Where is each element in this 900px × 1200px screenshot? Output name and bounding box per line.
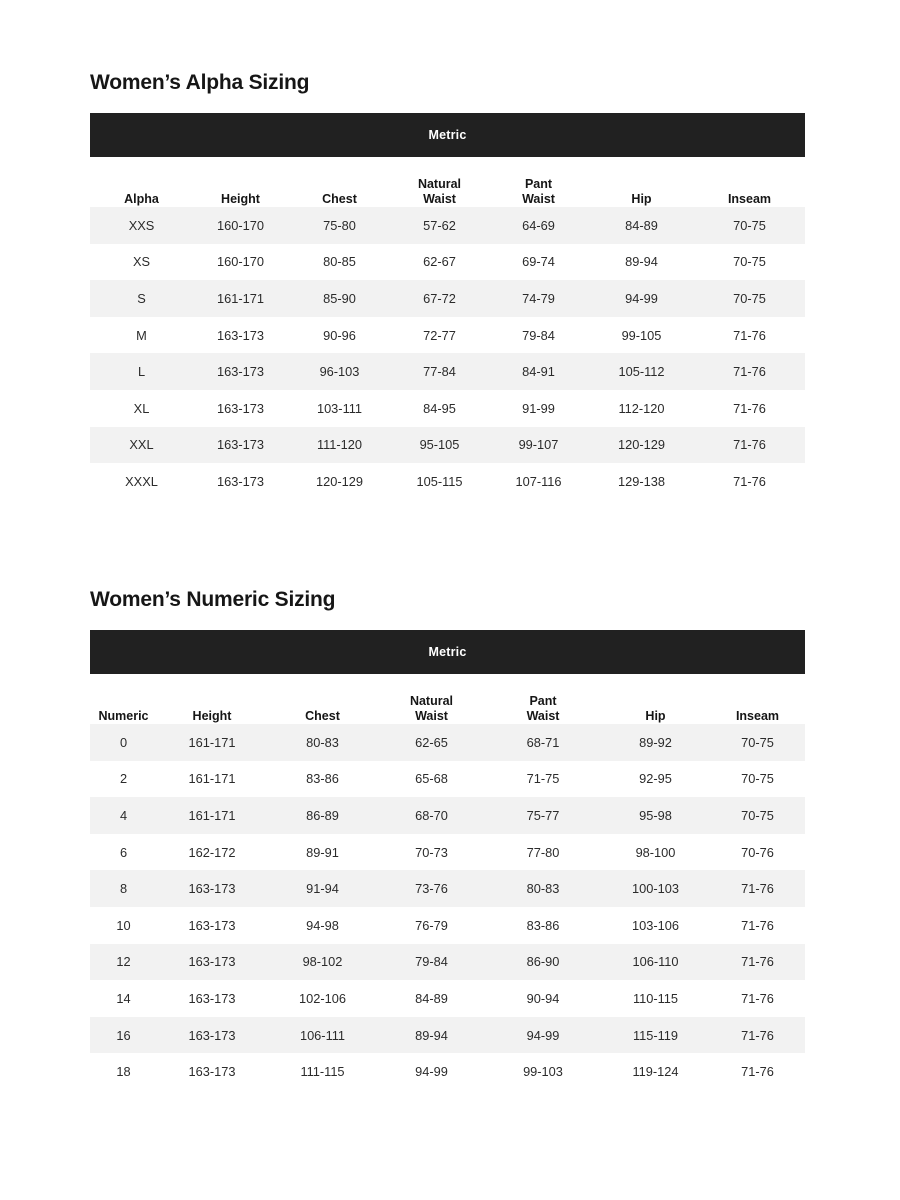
section-alpha-sizing: [90, 70, 805, 500]
table-cell: 71-76: [694, 463, 805, 500]
table-cell: 84-95: [391, 390, 488, 427]
table-row: [90, 317, 805, 354]
column-header-inseam: Inseam: [694, 157, 805, 207]
table-cell: 92-95: [601, 761, 710, 798]
table-cell: 115-119: [601, 1017, 710, 1054]
table-cell: 161-171: [193, 280, 288, 317]
table-cell: 99-103: [485, 1053, 601, 1090]
table-cell: 80-85: [288, 244, 391, 281]
table-cell: 67-72: [391, 280, 488, 317]
column-header-height: Height: [157, 674, 267, 724]
table-cell: 70-76: [710, 834, 805, 871]
table-cell: 74-79: [488, 280, 589, 317]
column-header-natural-waist: [391, 157, 488, 207]
table-cell: 90-94: [485, 980, 601, 1017]
row-size-label: 12: [90, 944, 157, 981]
table-cell: 71-76: [710, 907, 805, 944]
table-cell: 163-173: [193, 463, 288, 500]
table-cell: 163-173: [157, 944, 267, 981]
table-cell: 163-173: [193, 317, 288, 354]
table-cell: 73-76: [378, 870, 485, 907]
column-header-line1: Pant: [529, 694, 557, 708]
table-cell: 71-76: [694, 353, 805, 390]
table-row: [90, 207, 805, 244]
row-size-label: 14: [90, 980, 157, 1017]
row-size-label: 10: [90, 907, 157, 944]
table-cell: 91-94: [267, 870, 378, 907]
table-cell: 85-90: [288, 280, 391, 317]
table-cell: 62-67: [391, 244, 488, 281]
table-cell: 163-173: [157, 1017, 267, 1054]
table-cell: 98-102: [267, 944, 378, 981]
table-cell: 163-173: [157, 907, 267, 944]
table-cell: 98-100: [601, 834, 710, 871]
column-header-line2: Waist: [423, 192, 456, 206]
table-cell: 65-68: [378, 761, 485, 798]
table-row: [90, 870, 805, 907]
unit-label-alpha: Metric: [428, 128, 467, 142]
table-row: [90, 907, 805, 944]
table-row: [90, 1053, 805, 1090]
table-cell: 105-115: [391, 463, 488, 500]
page-title-alpha: Women’s Alpha Sizing: [90, 71, 310, 94]
table-cell: 71-76: [694, 317, 805, 354]
table-cell: 70-75: [694, 207, 805, 244]
table-cell: 80-83: [267, 724, 378, 761]
table-cell: 91-99: [488, 390, 589, 427]
column-header-hip: Hip: [589, 157, 694, 207]
table-cell: 112-120: [589, 390, 694, 427]
table-cell: 160-170: [193, 244, 288, 281]
table-cell: 70-75: [710, 724, 805, 761]
table-cell: 79-84: [488, 317, 589, 354]
table-cell: 111-120: [288, 427, 391, 464]
table-cell: 75-77: [485, 797, 601, 834]
column-header-chest: Chest: [288, 157, 391, 207]
table-head-alpha: [90, 157, 805, 207]
row-size-label: M: [90, 317, 193, 354]
table-cell: 71-75: [485, 761, 601, 798]
table-cell: 105-112: [589, 353, 694, 390]
table-cell: 86-90: [485, 944, 601, 981]
row-size-label: S: [90, 280, 193, 317]
table-cell: 94-99: [378, 1053, 485, 1090]
column-header-hip: Hip: [601, 674, 710, 724]
column-header-line2: Waist: [522, 192, 555, 206]
table-cell: 71-76: [694, 390, 805, 427]
column-header-pant-waist: [488, 157, 589, 207]
table-cell: 163-173: [193, 427, 288, 464]
table-cell: 77-84: [391, 353, 488, 390]
table-cell: 90-96: [288, 317, 391, 354]
table-cell: 84-89: [378, 980, 485, 1017]
row-size-label: XXXL: [90, 463, 193, 500]
table-cell: 119-124: [601, 1053, 710, 1090]
table-cell: 89-94: [589, 244, 694, 281]
row-size-label: XXL: [90, 427, 193, 464]
column-header-line1: Pant: [524, 177, 553, 191]
table-row: [90, 353, 805, 390]
table-head-numeric: [90, 674, 805, 724]
table-cell: 96-103: [288, 353, 391, 390]
table-row: [90, 427, 805, 464]
table-body-alpha: [90, 207, 805, 500]
table-cell: 111-115: [267, 1053, 378, 1090]
table-cell: 94-98: [267, 907, 378, 944]
column-header-height: Height: [193, 157, 288, 207]
table-cell: 70-75: [710, 761, 805, 798]
table-cell: 162-172: [157, 834, 267, 871]
table-cell: 106-110: [601, 944, 710, 981]
table-cell: 160-170: [193, 207, 288, 244]
table-cell: 89-91: [267, 834, 378, 871]
table-cell: 70-75: [694, 280, 805, 317]
table-body-numeric: [90, 724, 805, 1090]
column-header-natural-waist: [378, 674, 485, 724]
table-cell: 64-69: [488, 207, 589, 244]
table-cell: 103-111: [288, 390, 391, 427]
row-size-label: 4: [90, 797, 157, 834]
table-cell: 94-99: [589, 280, 694, 317]
table-cell: 70-75: [710, 797, 805, 834]
table-cell: 57-62: [391, 207, 488, 244]
table-cell: 80-83: [485, 870, 601, 907]
row-size-label: 2: [90, 761, 157, 798]
table-cell: 75-80: [288, 207, 391, 244]
table-row: [90, 390, 805, 427]
table-row: [90, 797, 805, 834]
table-cell: 99-105: [589, 317, 694, 354]
table-cell: 103-106: [601, 907, 710, 944]
table-cell: 161-171: [157, 797, 267, 834]
table-cell: 70-75: [694, 244, 805, 281]
table-cell: 102-106: [267, 980, 378, 1017]
table-cell: 71-76: [710, 1017, 805, 1054]
table-cell: 89-94: [378, 1017, 485, 1054]
table-cell: 163-173: [193, 353, 288, 390]
table-row: [90, 944, 805, 981]
table-cell: 95-98: [601, 797, 710, 834]
table-cell: 84-91: [488, 353, 589, 390]
row-size-label: 0: [90, 724, 157, 761]
table-cell: 163-173: [157, 1053, 267, 1090]
unit-bar-alpha: [90, 113, 805, 157]
table-cell: 163-173: [193, 390, 288, 427]
column-header-line1: Natural: [409, 694, 454, 708]
row-size-label: L: [90, 353, 193, 390]
table-cell: 161-171: [157, 761, 267, 798]
table-cell: 77-80: [485, 834, 601, 871]
table-header-row: [90, 674, 805, 724]
page-title-numeric: Women’s Numeric Sizing: [90, 588, 336, 611]
row-size-label: 6: [90, 834, 157, 871]
table-cell: 71-76: [710, 1053, 805, 1090]
table-cell: 62-65: [378, 724, 485, 761]
table-row: [90, 834, 805, 871]
table-row: [90, 980, 805, 1017]
table-row: [90, 761, 805, 798]
column-header-line1: Natural: [417, 177, 462, 191]
table-row: [90, 463, 805, 500]
table-numeric-sizing: [90, 674, 805, 1090]
table-cell: 120-129: [288, 463, 391, 500]
table-cell: 163-173: [157, 980, 267, 1017]
table-cell: 76-79: [378, 907, 485, 944]
table-row: [90, 1017, 805, 1054]
table-cell: 70-73: [378, 834, 485, 871]
table-cell: 79-84: [378, 944, 485, 981]
table-alpha-sizing: [90, 157, 805, 500]
column-header-numeric: Numeric: [90, 674, 157, 724]
table-row: [90, 244, 805, 281]
column-header-alpha: Alpha: [90, 157, 193, 207]
table-cell: 83-86: [485, 907, 601, 944]
table-cell: 100-103: [601, 870, 710, 907]
table-row: [90, 724, 805, 761]
table-cell: 89-92: [601, 724, 710, 761]
table-cell: 163-173: [157, 870, 267, 907]
column-header-line2: Waist: [526, 709, 560, 723]
section-numeric-sizing: [90, 587, 805, 1090]
table-cell: 110-115: [601, 980, 710, 1017]
row-size-label: XS: [90, 244, 193, 281]
table-cell: 71-76: [710, 980, 805, 1017]
table-cell: 107-116: [488, 463, 589, 500]
row-size-label: 18: [90, 1053, 157, 1090]
table-header-row: [90, 157, 805, 207]
table-cell: 161-171: [157, 724, 267, 761]
row-size-label: 16: [90, 1017, 157, 1054]
table-row: [90, 280, 805, 317]
table-cell: 99-107: [488, 427, 589, 464]
unit-label-numeric: Metric: [428, 645, 467, 659]
row-size-label: 8: [90, 870, 157, 907]
table-cell: 72-77: [391, 317, 488, 354]
column-header-chest: Chest: [267, 674, 378, 724]
column-header-pant-waist: [485, 674, 601, 724]
table-cell: 94-99: [485, 1017, 601, 1054]
row-size-label: XXS: [90, 207, 193, 244]
table-cell: 71-76: [694, 427, 805, 464]
table-cell: 71-76: [710, 944, 805, 981]
column-header-inseam: Inseam: [710, 674, 805, 724]
unit-bar-numeric: [90, 630, 805, 674]
table-cell: 68-70: [378, 797, 485, 834]
table-cell: 95-105: [391, 427, 488, 464]
row-size-label: XL: [90, 390, 193, 427]
table-cell: 84-89: [589, 207, 694, 244]
table-cell: 83-86: [267, 761, 378, 798]
table-cell: 106-111: [267, 1017, 378, 1054]
table-cell: 86-89: [267, 797, 378, 834]
table-cell: 129-138: [589, 463, 694, 500]
table-cell: 68-71: [485, 724, 601, 761]
table-cell: 120-129: [589, 427, 694, 464]
table-cell: 69-74: [488, 244, 589, 281]
table-cell: 71-76: [710, 870, 805, 907]
column-header-line2: Waist: [415, 709, 448, 723]
